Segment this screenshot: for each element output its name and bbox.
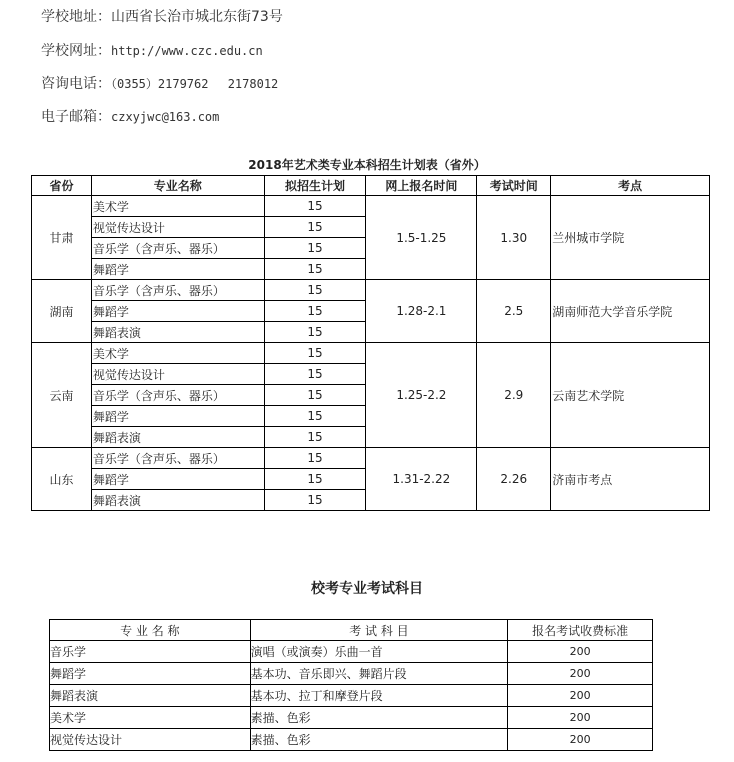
major-cell: 音乐学（含声乐、器乐） xyxy=(91,238,264,259)
exam-table xyxy=(49,619,653,751)
email-label: 电子邮箱： xyxy=(41,109,111,125)
province-cell: 甘肃 xyxy=(32,196,92,280)
exam-site-cell: 湖南师范大学音乐学院 xyxy=(551,280,710,343)
major-cell: 视觉传达设计 xyxy=(91,364,264,385)
major-cell: 舞蹈表演 xyxy=(91,322,264,343)
major-cell: 音乐学（含声乐、器乐） xyxy=(91,280,264,301)
email-line xyxy=(41,106,219,126)
major-cell: 舞蹈表演 xyxy=(91,427,264,448)
quota-cell: 15 xyxy=(264,448,366,469)
address-label: 学校地址： xyxy=(41,9,111,25)
exam-fee-cell: 200 xyxy=(508,663,653,685)
exam-header-cell: 报名考试收费标准 xyxy=(508,620,653,641)
plan-header-cell: 网上报名时间 xyxy=(366,176,477,196)
quota-cell: 15 xyxy=(264,364,366,385)
quota-cell: 15 xyxy=(264,217,366,238)
exam-row xyxy=(50,685,653,707)
exam-time-cell: 2.26 xyxy=(477,448,551,511)
plan-table xyxy=(31,175,710,511)
registration-time-cell: 1.31-2.22 xyxy=(366,448,477,511)
major-cell: 美术学 xyxy=(91,196,264,217)
province-cell: 山东 xyxy=(32,448,92,511)
exam-major-cell: 舞蹈学 xyxy=(50,663,251,685)
major-cell: 视觉传达设计 xyxy=(91,217,264,238)
address-value: 山西省长治市城北东街73号 xyxy=(111,9,283,25)
exam-header-row xyxy=(50,620,653,641)
plan-header-cell: 专业名称 xyxy=(91,176,264,196)
quota-cell: 15 xyxy=(264,406,366,427)
major-cell: 舞蹈学 xyxy=(91,259,264,280)
exam-fee-cell: 200 xyxy=(508,641,653,663)
exam-fee-cell: 200 xyxy=(508,729,653,751)
exam-time-cell: 2.5 xyxy=(477,280,551,343)
exam-table-body xyxy=(50,641,653,751)
exam-site-cell: 兰州城市学院 xyxy=(551,196,710,280)
major-cell: 舞蹈学 xyxy=(91,469,264,490)
plan-header-cell: 拟招生计划 xyxy=(264,176,366,196)
plan-row xyxy=(32,280,710,301)
exam-subject-cell: 素描、色彩 xyxy=(250,707,508,729)
major-cell: 舞蹈学 xyxy=(91,406,264,427)
major-cell: 音乐学（含声乐、器乐） xyxy=(91,385,264,406)
exam-table-title: 校考专业考试科目 xyxy=(311,581,423,597)
exam-subject-cell: 基本功、音乐即兴、舞蹈片段 xyxy=(250,663,508,685)
province-cell: 湖南 xyxy=(32,280,92,343)
exam-fee-cell: 200 xyxy=(508,685,653,707)
exam-header-cell: 专 业 名 称 xyxy=(50,620,251,641)
exam-major-cell: 舞蹈表演 xyxy=(50,685,251,707)
plan-row xyxy=(32,196,710,217)
exam-subject-cell: 素描、色彩 xyxy=(250,729,508,751)
quota-cell: 15 xyxy=(264,385,366,406)
quota-cell: 15 xyxy=(264,196,366,217)
registration-time-cell: 1.5-1.25 xyxy=(366,196,477,280)
plan-table-body xyxy=(32,196,710,511)
quota-cell: 15 xyxy=(264,238,366,259)
exam-row xyxy=(50,707,653,729)
address-line xyxy=(41,6,283,26)
email-link[interactable]: czxyjwc@163.com xyxy=(111,110,220,124)
plan-header-cell: 省份 xyxy=(32,176,92,196)
phone-value: （0355）2179762 2178012 xyxy=(111,77,279,91)
quota-cell: 15 xyxy=(264,322,366,343)
phone-label: 咨询电话： xyxy=(41,76,111,92)
exam-site-cell: 云南艺术学院 xyxy=(551,343,710,448)
exam-row xyxy=(50,663,653,685)
major-cell: 舞蹈表演 xyxy=(91,490,264,511)
quota-cell: 15 xyxy=(264,343,366,364)
major-cell: 美术学 xyxy=(91,343,264,364)
exam-major-cell: 音乐学 xyxy=(50,641,251,663)
website-link[interactable]: http://www.czc.edu.cn xyxy=(111,44,263,58)
exam-fee-cell: 200 xyxy=(508,707,653,729)
plan-row xyxy=(32,343,710,364)
exam-row xyxy=(50,729,653,751)
major-cell: 音乐学（含声乐、器乐） xyxy=(91,448,264,469)
registration-time-cell: 1.25-2.2 xyxy=(366,343,477,448)
exam-subject-cell: 演唱（或演奏）乐曲一首 xyxy=(250,641,508,663)
exam-time-cell: 2.9 xyxy=(477,343,551,448)
quota-cell: 15 xyxy=(264,427,366,448)
major-cell: 舞蹈学 xyxy=(91,301,264,322)
website-label: 学校网址： xyxy=(41,43,111,59)
exam-row xyxy=(50,641,653,663)
exam-major-cell: 美术学 xyxy=(50,707,251,729)
plan-header-row xyxy=(32,176,710,196)
plan-row xyxy=(32,448,710,469)
plan-table-title: 2018年艺术类专业本科招生计划表（省外） xyxy=(248,158,486,172)
exam-major-cell: 视觉传达设计 xyxy=(50,729,251,751)
exam-site-cell: 济南市考点 xyxy=(551,448,710,511)
phone-line xyxy=(41,73,278,93)
registration-time-cell: 1.28-2.1 xyxy=(366,280,477,343)
exam-subject-cell: 基本功、拉丁和摩登片段 xyxy=(250,685,508,707)
quota-cell: 15 xyxy=(264,490,366,511)
quota-cell: 15 xyxy=(264,301,366,322)
quota-cell: 15 xyxy=(264,280,366,301)
quota-cell: 15 xyxy=(264,259,366,280)
plan-header-cell: 考试时间 xyxy=(477,176,551,196)
website-line xyxy=(41,40,263,60)
exam-time-cell: 1.30 xyxy=(477,196,551,280)
province-cell: 云南 xyxy=(32,343,92,448)
exam-header-cell: 考 试 科 目 xyxy=(250,620,508,641)
quota-cell: 15 xyxy=(264,469,366,490)
plan-header-cell: 考点 xyxy=(551,176,710,196)
